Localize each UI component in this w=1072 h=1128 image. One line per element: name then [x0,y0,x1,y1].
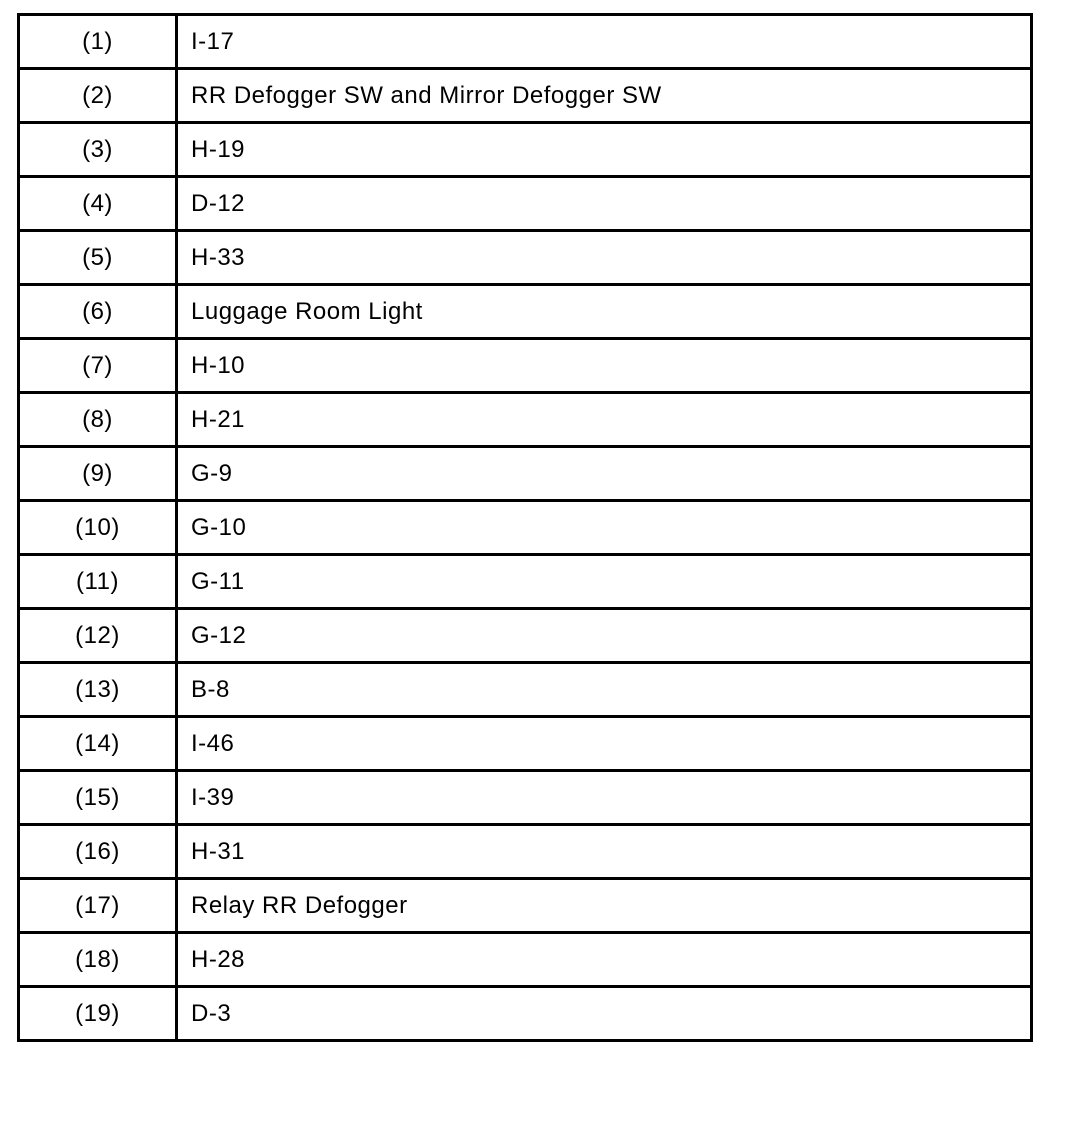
row-label: I-39 [177,771,1032,825]
row-number: (8) [19,393,177,447]
row-label: Luggage Room Light [177,285,1032,339]
table-row [19,339,1032,393]
row-number: (15) [19,771,177,825]
table-row [19,69,1032,123]
table-row [19,771,1032,825]
table-row [19,609,1032,663]
row-number: (16) [19,825,177,879]
table-row [19,177,1032,231]
row-number: (10) [19,501,177,555]
table-row [19,717,1032,771]
row-label: RR Defogger SW and Mirror Defogger SW [177,69,1032,123]
row-number: (3) [19,123,177,177]
row-number: (19) [19,987,177,1041]
reference-table [17,13,1033,1042]
row-label: H-19 [177,123,1032,177]
row-label: H-21 [177,393,1032,447]
row-label: H-28 [177,933,1032,987]
row-label: H-31 [177,825,1032,879]
row-number: (12) [19,609,177,663]
row-number: (6) [19,285,177,339]
row-number: (14) [19,717,177,771]
table-row [19,933,1032,987]
row-number: (18) [19,933,177,987]
row-number: (9) [19,447,177,501]
row-label: I-17 [177,15,1032,69]
table-row [19,555,1032,609]
table-row [19,879,1032,933]
table-row [19,231,1032,285]
table-row [19,123,1032,177]
table-row [19,15,1032,69]
table-row [19,501,1032,555]
row-number: (1) [19,15,177,69]
row-label: G-11 [177,555,1032,609]
row-label: H-33 [177,231,1032,285]
table-row [19,285,1032,339]
row-number: (17) [19,879,177,933]
table-row [19,987,1032,1041]
row-number: (13) [19,663,177,717]
row-label: H-10 [177,339,1032,393]
row-label: B-8 [177,663,1032,717]
table-row [19,393,1032,447]
row-label: G-12 [177,609,1032,663]
row-number: (5) [19,231,177,285]
row-number: (4) [19,177,177,231]
row-label: D-3 [177,987,1032,1041]
table-row [19,825,1032,879]
row-number: (11) [19,555,177,609]
row-label: Relay RR Defogger [177,879,1032,933]
row-number: (7) [19,339,177,393]
row-label: G-10 [177,501,1032,555]
row-number: (2) [19,69,177,123]
table-row [19,447,1032,501]
row-label: G-9 [177,447,1032,501]
table-row [19,663,1032,717]
row-label: I-46 [177,717,1032,771]
row-label: D-12 [177,177,1032,231]
